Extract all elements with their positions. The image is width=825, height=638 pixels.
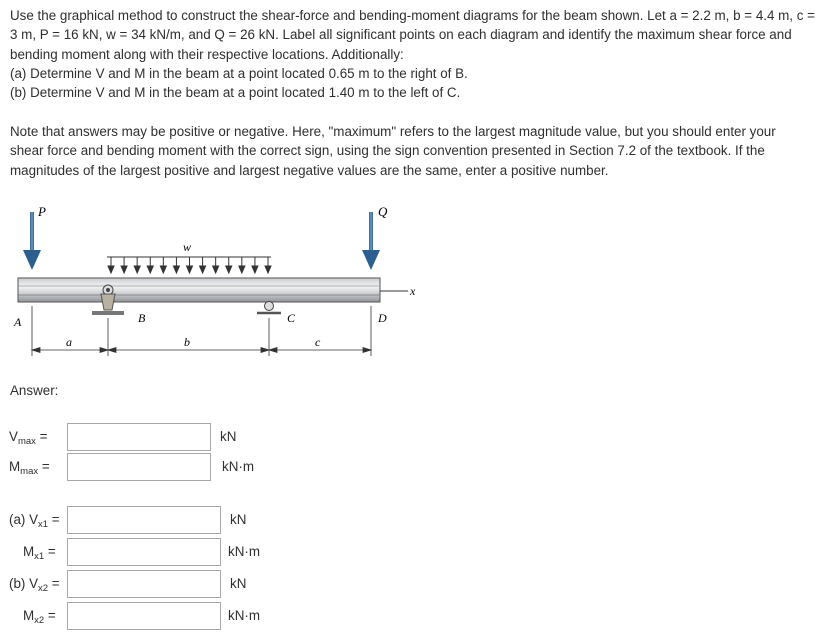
- label-x: x: [410, 284, 416, 298]
- w-arrow-head: [173, 266, 179, 273]
- problem-part-b: (b) Determine V and M in the beam at a point located 1.40 m to the left of C.: [10, 85, 461, 101]
- w-arrow-head: [239, 266, 245, 273]
- w-arrow-head: [200, 266, 206, 273]
- dimension-a: a: [66, 335, 72, 349]
- label-C: C: [287, 311, 296, 325]
- beam-diagram: [0, 198, 420, 368]
- label-P: P: [38, 204, 46, 219]
- v-x2-input[interactable]: [67, 570, 221, 598]
- m-x1-label: $M_{x1}$ =: [23, 544, 56, 562]
- w-arrow-head: [147, 266, 153, 273]
- w-arrow-head: [134, 266, 140, 273]
- problem-line: Use the graphical method to construct the shear-force and bending-moment diagrams for the beam shown. Let a = 2.2 m, b = 4.4 m, c =: [10, 8, 815, 23]
- w-arrow-head: [265, 266, 271, 273]
- w-arrow-head: [108, 266, 114, 273]
- m-max-label: $M_{max}$ =: [9, 459, 50, 477]
- label-A: A: [14, 315, 22, 329]
- v-max-label: $V_{max}$ =: [9, 429, 48, 447]
- m-max-unit: kN·m: [222, 459, 254, 474]
- label-Q: Q: [378, 204, 388, 219]
- beam: [18, 278, 380, 302]
- w-arrow-head: [187, 266, 193, 273]
- m-max-input[interactable]: [67, 453, 211, 481]
- label-w: w: [183, 240, 192, 254]
- m-x1-input[interactable]: [67, 538, 221, 566]
- problem-part-a: (a) Determine V and M in the beam at a point located 0.65 m to the right of B.: [10, 65, 468, 81]
- v-x2-unit: kN: [230, 576, 247, 591]
- answer-label: Answer:: [10, 383, 59, 398]
- w-arrow-head: [213, 266, 219, 273]
- problem-line: bending moment along with their respective locations. Additionally:: [10, 46, 404, 62]
- label-B: B: [138, 311, 146, 325]
- v-max-input[interactable]: [67, 423, 211, 451]
- dimension-b: b: [184, 335, 190, 349]
- note-line: Note that answers may be positive or negative. Here, "maximum" refers to the largest magnitude value, but you should enter your: [10, 124, 776, 139]
- w-arrow-head: [160, 266, 166, 273]
- problem-line: 3 m, P = 16 kN, w = 34 kN/m, and Q = 26 kN. Label all significant points on each diagram and identify the maximum shear force and: [10, 27, 792, 43]
- m-x1-unit: kN·m: [228, 544, 260, 559]
- problem-statement: [10, 6, 818, 102]
- w-arrow-head: [121, 266, 127, 273]
- w-arrow-head: [252, 266, 258, 273]
- m-x2-unit: kN·m: [228, 608, 260, 623]
- note-line: magnitudes of the largest positive and largest negative values are the same, enter a positive number.: [10, 162, 609, 178]
- label-D: D: [378, 311, 387, 325]
- m-x2-label: $M_{x2}$ =: [23, 608, 56, 626]
- v-x2-label: (b) $V_{x2}$ =: [9, 576, 60, 594]
- m-x2-input[interactable]: [67, 602, 221, 630]
- load-Q-arrow: [362, 212, 380, 270]
- dimension-c: c: [315, 335, 321, 349]
- load-P-arrow: [23, 212, 41, 270]
- v-max-unit: kN: [220, 429, 237, 444]
- note-line: shear force and bending moment with the correct sign, using the sign convention presented in Section 7.2 of the textbook. If the: [10, 143, 765, 159]
- v-x1-unit: kN: [230, 512, 247, 527]
- sign-convention-note: [10, 122, 810, 180]
- distributed-load-w: [107, 257, 271, 273]
- v-x1-label: (a) $V_{x1}$ =: [9, 512, 60, 530]
- v-x1-input[interactable]: [67, 506, 221, 534]
- beam-figure: [0, 198, 420, 371]
- w-arrow-head: [226, 266, 232, 273]
- roller-support-C: [257, 302, 281, 314]
